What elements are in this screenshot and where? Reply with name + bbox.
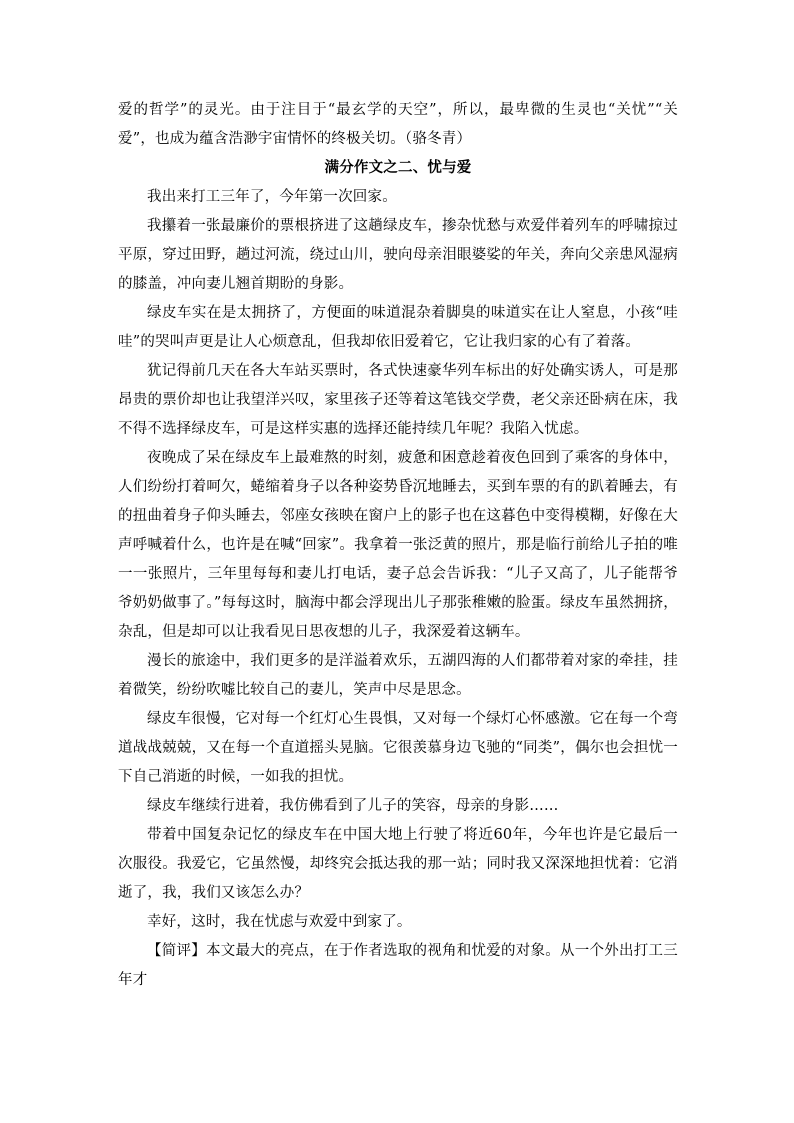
paragraph: 绿皮车实在是太拥挤了，方便面的味道混杂着脚臭的味道实在让人窒息，小孩“哇哇”的哭叫声更是让人心烦意乱，但我却依旧爱着它，它让我归家的心有了着落。	[118, 305, 678, 350]
paragraph: 绿皮车很慢，它对每一个红灯心生畏惧，又对每一个绿灯心怀感激。它在每一个弯道战战兢兢，又在每一个直道摇头晃脑。它很羡慕身边飞驰的“同类”，偶尔也会担忧一下自己消逝的时候，一如我的担忧。	[118, 711, 678, 785]
paragraph: 犹记得前几天在各大车站买票时，各式快速豪华列车标出的好处确实诱人，可是那昂贵的票价却也让我望洋兴叹，家里孩子还等着这笔钱交学费，老父亲还卧病在床，我不得不选择绿皮车，可是这样实惠的选择还能持续几年呢？我陷入忧虑。	[118, 363, 678, 437]
essay-title: 满分作文之二、忧与爱	[324, 160, 472, 176]
paragraph: 幸好，这时，我在忧虑与欢爱中到家了。	[147, 914, 412, 930]
paragraph: 带着中国复杂记忆的绿皮车在中国大地上行驶了将近60年，今年也许是它最后一次服役。我爱它，它虽然慢，却终究会抵达我的那一站；同时我又深深地担忧着：它消逝了，我，我们又该怎么办？	[118, 827, 678, 901]
paragraph: 漫长的旅途中，我们更多的是洋溢着欢乐，五湖四海的人们都带着对家的牵挂，挂着微笑，纷纷吹嘘比较自己的妻儿，笑声中尽是思念。	[118, 653, 678, 698]
intro-paragraph: 爱的哲学”的灵光。由于注目于“最玄学的天空”，所以，最卑微的生灵也“关忧”“关爱”，也成为蕴含浩渺宇宙情怀的终极关切。（骆冬青）	[118, 102, 678, 147]
review-paragraph: 【简评】本文最大的亮点，在于作者选取的视角和忧爱的对象。从一个外出打工三年才	[118, 943, 678, 988]
paragraph: 夜晚成了呆在绿皮车上最难熬的时刻，疲惫和困意趁着夜色回到了乘客的身体中，人们纷纷打着呵欠，蜷缩着身子以各种姿势昏沉地睡去，买到车票的有的趴着睡去，有的扭曲着身子仰头睡去，邻座女孩映在窗户上的影子也在这暮色中变得模糊，好像在大声呼喊着什么，也许是在喊“回家”。我拿着一张泛黄的照片，那是临行前给儿子拍的唯一一张照片，三年里每每和妻儿打电话，妻子总会告诉我：“儿子又高了，儿子能帮爷爷奶奶做事了。”每每这时，脑海中都会浮现出儿子那张稚嫩的脸蛋。绿皮车虽然拥挤，杂乱，但是却可以让我看见日思夜想的儿子，我深爱着这辆车。	[118, 450, 678, 640]
paragraph: 我出来打工三年了，今年第一次回家。	[147, 189, 397, 205]
document-page	[118, 96, 678, 995]
paragraph: 我攥着一张最廉价的票根挤进了这趟绿皮车，掺杂忧愁与欢爱伴着列车的呼啸掠过平原，穿过田野，趟过河流，绕过山川，驶向母亲泪眼婆娑的年关，奔向父亲患风湿病的膝盖，冲向妻儿翘首期盼的身影。	[118, 218, 678, 292]
paragraph: 绿皮车继续行进着，我仿佛看到了儿子的笑容，母亲的身影……	[147, 798, 559, 814]
